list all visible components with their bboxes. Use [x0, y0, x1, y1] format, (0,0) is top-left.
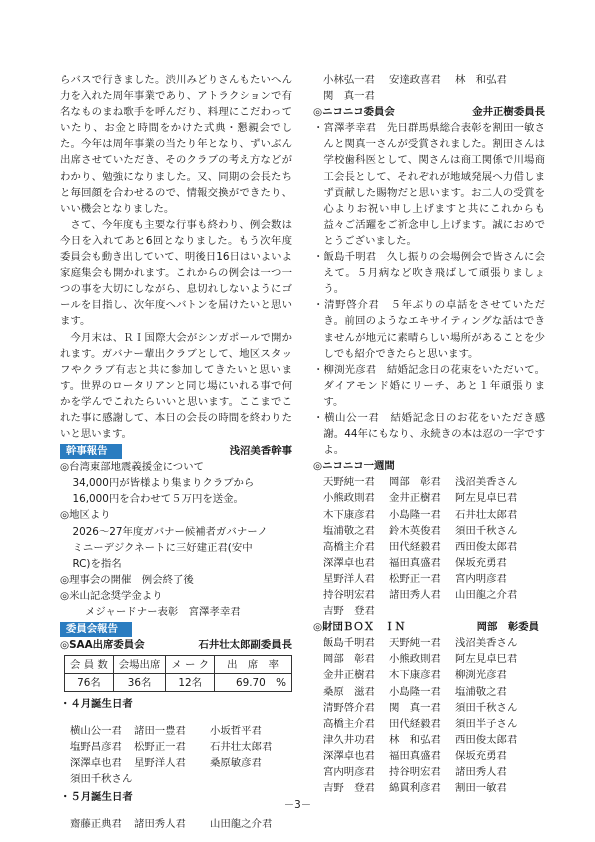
attendance-header: 会場出席 [113, 656, 166, 674]
april-birthday-title: ・４月誕生日者 [60, 698, 133, 711]
report-detail: 34,000円が皆様より集まりクラブから [72, 477, 255, 490]
name-entry: 阿左見卓巳君 [455, 653, 518, 666]
zaidan-header [313, 619, 545, 635]
name-entry: 岡部 彰君 [323, 653, 375, 666]
name-entry: 山田龍之介君 [455, 589, 518, 601]
name-entry: 深澤卓也君 [70, 756, 122, 769]
may-birthday-title: ・５月誕生日者 [60, 791, 133, 804]
name-entry: 関 真一君 [323, 90, 375, 103]
name-entry: 桑原 滋君 [323, 685, 375, 698]
attendance-value: 36名 [113, 674, 166, 692]
name-entry: 齋藤正典君 [70, 817, 122, 830]
name-entry: 阿左見卓巳君 [455, 492, 518, 505]
name-entry: 宮内明彦君 [323, 766, 375, 779]
name-entry: 関 真一君 [389, 701, 441, 714]
name-entry: 吉野 登君 [323, 605, 375, 618]
zaidan-member-name: 岡部 彰委員 [476, 621, 539, 634]
paragraph-anniversary: らバスで行きました。渋川みどりさんもたいへん力を入れた周年事業であり、アトラクションで有名なものまね歌手を呼んだり、料理にこだわっていたり、お金と時間をかけた式典・懇親会でした。今年は周年事業の当たり年となり、ずいぶん出席させていただき、そのクラブの考え方などがわかり、勉強になりました。又、同期の会長たちと毎回顔を合わせるので、情報交換ができたり、いい機会となりました。 [60, 74, 292, 215]
attendance-table [64, 655, 292, 692]
attendance-header: 会 員 数 [65, 656, 114, 674]
name-entry: 金井正樹君 [389, 492, 441, 505]
attendance-header: メ ー ク [166, 656, 215, 674]
section-tag: 委員会報告 [60, 622, 132, 637]
attendance-value: 69.70 % [215, 674, 292, 692]
name-entry: 石井壮太郎君 [210, 740, 273, 753]
message-item: ・飯島千明君 久し振りの会場例会で皆さんに会えて。５月病など吹き飛ばして頑張りましょう。 [313, 251, 545, 296]
nikoniko-title: ◎ニコニコ委員会 [313, 106, 395, 119]
section-tag: 幹事報告 [60, 444, 122, 459]
name-entry: 福田真盛君 [389, 556, 441, 569]
name-entry: 塩浦敬之君 [323, 524, 375, 537]
name-entry: 林 和弘君 [389, 733, 441, 746]
name-entry: 安達政喜君 [389, 74, 441, 86]
zaidan-title: ◎財団ＢＯＸ ＩＮ [313, 621, 406, 634]
committee-report-header [60, 621, 292, 637]
name-entry: 小坂哲平君 [210, 724, 262, 737]
attendance-header: 出 席 率 [215, 656, 292, 674]
name-entry: 須田千秋さん [70, 772, 133, 785]
name-entry: 綿貫利彦君 [389, 782, 441, 795]
report-detail: 16,000円を合わせて５万円を送金。 [72, 493, 244, 506]
name-entry: 小熊政則君 [323, 492, 375, 505]
week-names [313, 474, 545, 619]
name-entry: 諸田秀人君 [455, 766, 507, 779]
name-entry: 浅沼美香さん [455, 476, 518, 489]
report-item: ◎米山記念奨学金より [60, 589, 163, 602]
name-entry: 松野正一君 [389, 572, 441, 585]
week-title: ◎ニコニコ一週間 [313, 460, 395, 473]
name-entry: 割田一敏君 [455, 782, 507, 795]
name-entry: 諸田秀人君 [389, 589, 441, 601]
name-entry: 桑原敏彦君 [210, 756, 262, 769]
saa-chair-name: 石井壮太郎副委員長 [198, 639, 292, 652]
name-entry: 西田俊太郎君 [455, 733, 518, 746]
name-entry: 塩野昌彦君 [70, 740, 122, 753]
name-entry: 吉野 登君 [323, 782, 375, 795]
message-item: ・横山公一君 結婚記念日のお花をいただき感謝。44年にもなり、永続きの本は忍の一字ですよ。 [313, 411, 545, 457]
report-item: ◎地区より [60, 509, 111, 522]
saa-committee-header [60, 637, 292, 653]
name-entry: 飯島千明君 [323, 637, 375, 650]
paragraph-remaining-meetings: さて、今年度も主要な行事も終わり、例会数は今日を入れてあと6回となりました。もう次年度委員会も動き出していて、明後日16日はいよいよ家庭集会も開かれます。これからの例会は一つ一つの事を大切にしながら、息切れしないようにゴールを目指し、次年度へバトンを届けたいと思います。 [60, 218, 292, 328]
report-detail: 2026～27年度ガバナー候補者ガバナーノ [72, 525, 268, 538]
name-entry: 天野純一君 [323, 476, 375, 489]
attendance-value: 76名 [65, 674, 114, 692]
name-entry: 木下康彦君 [389, 669, 441, 682]
name-entry: 宮内明彦君 [455, 572, 507, 585]
zaidan-names [313, 635, 545, 796]
name-entry: 横山公一君 [70, 724, 122, 737]
secretary-report-header [60, 443, 292, 459]
name-entry: 浅沼美香さん [455, 637, 518, 650]
name-entry: 小島隆一君 [389, 685, 441, 698]
page-number: －3－ [283, 799, 312, 811]
name-entry: 山田龍之介君 [210, 817, 273, 830]
right-column [313, 72, 545, 796]
name-entry: 清野啓介君 [323, 701, 375, 714]
name-entry: 持谷明宏君 [389, 766, 441, 779]
name-entry: 松野正一君 [134, 740, 186, 753]
report-detail: メジャードナー表彰 宮澤孝幸君 [84, 606, 241, 618]
report-item: ◎理事会の開催 例会終了後 [60, 573, 194, 586]
name-entry: 保坂充勇君 [455, 749, 507, 762]
saa-title: ◎SAA出席委員会 [60, 639, 145, 652]
name-entry: 小林弘一君 [323, 74, 375, 86]
name-entry: 高橋主介君 [323, 717, 375, 730]
left-column [60, 72, 292, 832]
nikoniko-chair-name: 金井正樹委員長 [472, 106, 545, 119]
name-entry: 金井正樹君 [323, 669, 375, 682]
name-entry: 田代経毅君 [389, 717, 441, 730]
nikoniko-header [313, 104, 545, 120]
name-entry: 石井壮太郎君 [455, 508, 518, 521]
name-entry: 塩浦敬之君 [455, 685, 507, 698]
name-entry: 西田俊太郎君 [455, 540, 518, 553]
name-entry: 津久井功君 [323, 733, 375, 746]
name-entry: 星野洋人君 [323, 572, 375, 585]
name-entry: 岡部 彰君 [389, 476, 441, 489]
name-entry: 柳渕光彦君 [455, 669, 507, 682]
continued-names [313, 72, 545, 104]
nikoniko-messages [313, 120, 545, 458]
name-entry: 小熊政則君 [389, 653, 441, 666]
name-entry: 木下康彦君 [323, 508, 375, 521]
april-birthday-names [60, 723, 292, 787]
report-detail: ミニーデジクネートに三好建正君(安中 [72, 541, 253, 554]
name-entry: 諸田秀人君 [134, 817, 186, 830]
name-entry: 須田千秋さん [455, 701, 518, 714]
message-item: ・宮澤孝幸君 先日群馬県総合表彰を割田一敏さんと関真一さんが受賞されました。割田さんは学校歯科医として、関さんは商工関係で川場商工会長として、それぞれが地域発展へ力借しまず貢献した賜物だと思います。お二人の受賞を心よりお祝い申し上げますと共にこれからも益々ご活躍をご祈念申し上げます。誠におめでとうございました。 [313, 122, 545, 247]
report-item: ◎台湾東部地震義援金について [60, 461, 204, 474]
message-item: ・清野啓介君 ５年ぶりの卓話をさせていただき。前回のようなエキサイティングな話はできませんが地元に素晴らしい場所があることを少しでも紹介できたらと思います。 [313, 299, 545, 360]
message-item: ・柳渕光彦君 結婚記念日の花束をいただいて。ダイアモンド婚にリーチ、あと１年頑張ります。 [313, 363, 545, 408]
name-entry: 深澤卓也君 [323, 556, 375, 569]
name-entry: 福田真盛君 [389, 749, 441, 762]
name-entry: 田代経毅君 [389, 540, 441, 553]
report-detail: RC)を指名 [72, 557, 122, 570]
may-birthday-names [60, 816, 292, 832]
name-entry: 星野洋人君 [134, 756, 186, 769]
name-entry: 天野純一君 [389, 637, 441, 650]
name-entry: 保坂充勇君 [455, 556, 507, 569]
name-entry: 諸田一豊君 [134, 724, 186, 737]
paragraph-ri-convention: 今月末は、ＲＩ国際大会がシンガポールで開かれます。ガバナー輩出クラブとして、地区スタッフやクラブ有志と共に参加してきたいと思います。世界のロータリアンと同じ場にいれる事で何かを学んでこれたらいいと思います。ここまでこれた事に感謝して、本日の会長の時間を終わりたいと思います。 [60, 331, 292, 441]
name-entry: 林 和弘君 [455, 74, 507, 86]
name-entry: 深澤卓也君 [323, 749, 375, 762]
attendance-value: 12名 [166, 674, 215, 692]
name-entry: 持谷明宏君 [323, 589, 375, 601]
name-entry: 高橋主介君 [323, 540, 375, 553]
secretary-name: 浅沼美香幹事 [229, 445, 292, 458]
name-entry: 須田千秋さん [455, 524, 518, 537]
name-entry: 鈴木英俊君 [389, 524, 441, 537]
name-entry: 小島隆一君 [389, 508, 441, 521]
name-entry: 須田半子さん [455, 717, 518, 730]
